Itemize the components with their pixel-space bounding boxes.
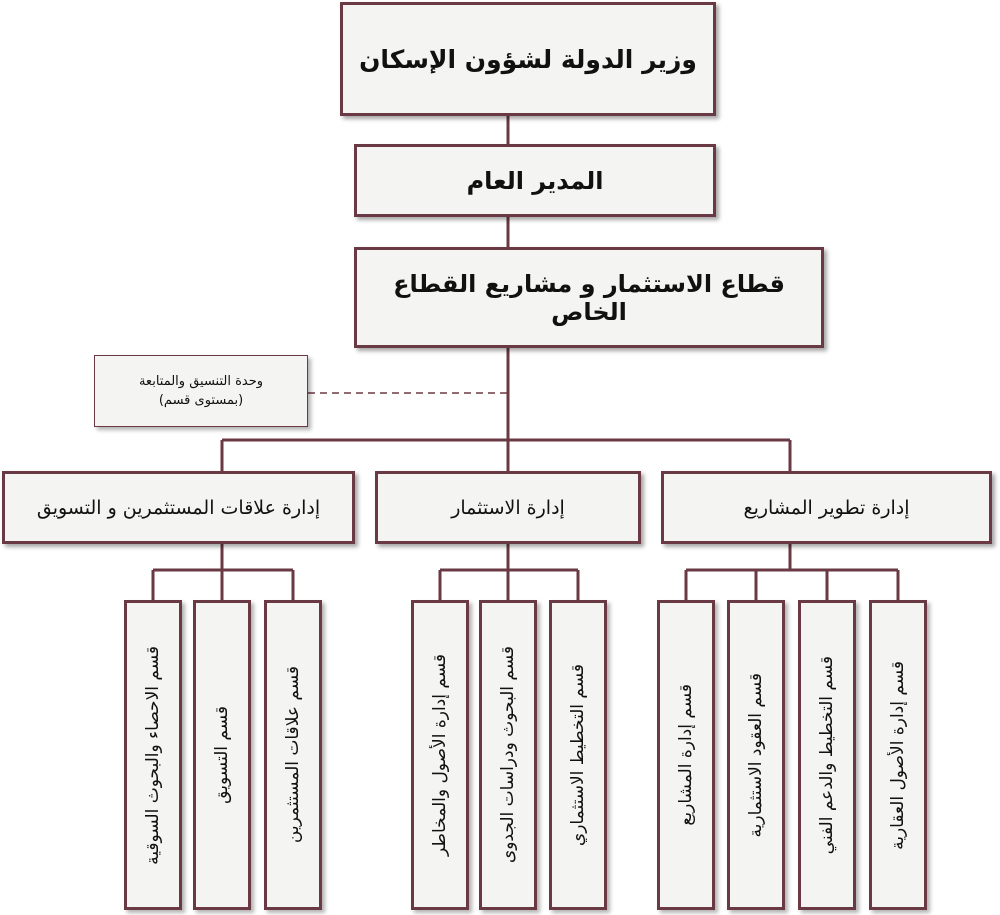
sector-box: [354, 247, 824, 348]
section-title: قسم التسويق: [212, 706, 232, 804]
director-title: المدير العام: [466, 166, 604, 195]
department-title: إدارة الاستثمار: [451, 496, 565, 519]
department-project-development: [661, 471, 992, 544]
section-investor-relations: [264, 600, 322, 910]
coordination-unit-title: وحدة التنسيق والمتابعة: [138, 373, 264, 389]
minister-box: [340, 2, 716, 116]
section-title: قسم الاحصاء والبحوث السوقية: [143, 645, 163, 865]
department-investment: [375, 471, 641, 544]
section-title: قسم البحوث ودراسات الجدوى: [498, 646, 518, 864]
section-project-management: [657, 600, 715, 910]
section-title: قسم علاقات المستثمرين: [283, 666, 303, 844]
section-title: قسم التخطيط الاستثماري: [568, 663, 588, 847]
section-research-feasibility: [479, 600, 537, 910]
section-planning-technical-support: [798, 600, 856, 910]
section-title: قسم التخطيط والدعم الفني: [817, 655, 837, 855]
department-title: إدارة تطوير المشاريع: [743, 496, 910, 519]
section-title: قسم العقود الاستثمارية: [746, 672, 766, 838]
sector-title: قطاع الاستثمار و مشاريع القطاع الخاص: [393, 269, 785, 326]
department-investor-relations: [2, 471, 355, 544]
department-title: إدارة علاقات المستثمرين و التسويق: [36, 496, 321, 519]
coordination-unit-box: [94, 355, 308, 427]
director-box: [354, 144, 716, 217]
minister-title: وزير الدولة لشؤون الإسكان: [359, 44, 697, 74]
section-title: قسم إدارة الأصول والمخاطر: [430, 654, 450, 856]
coordination-unit-level: (بمستوى قسم): [158, 393, 244, 408]
section-real-estate-assets: [869, 600, 927, 910]
section-investment-contracts: [727, 600, 785, 910]
section-title: قسم إدارة الأصول العقارية: [888, 660, 908, 850]
section-marketing: [193, 600, 251, 910]
section-investment-planning: [549, 600, 607, 910]
section-statistics-market-research: [124, 600, 182, 910]
section-title: قسم إدارة المشاريع: [676, 684, 696, 826]
section-assets-risk-management: [411, 600, 469, 910]
